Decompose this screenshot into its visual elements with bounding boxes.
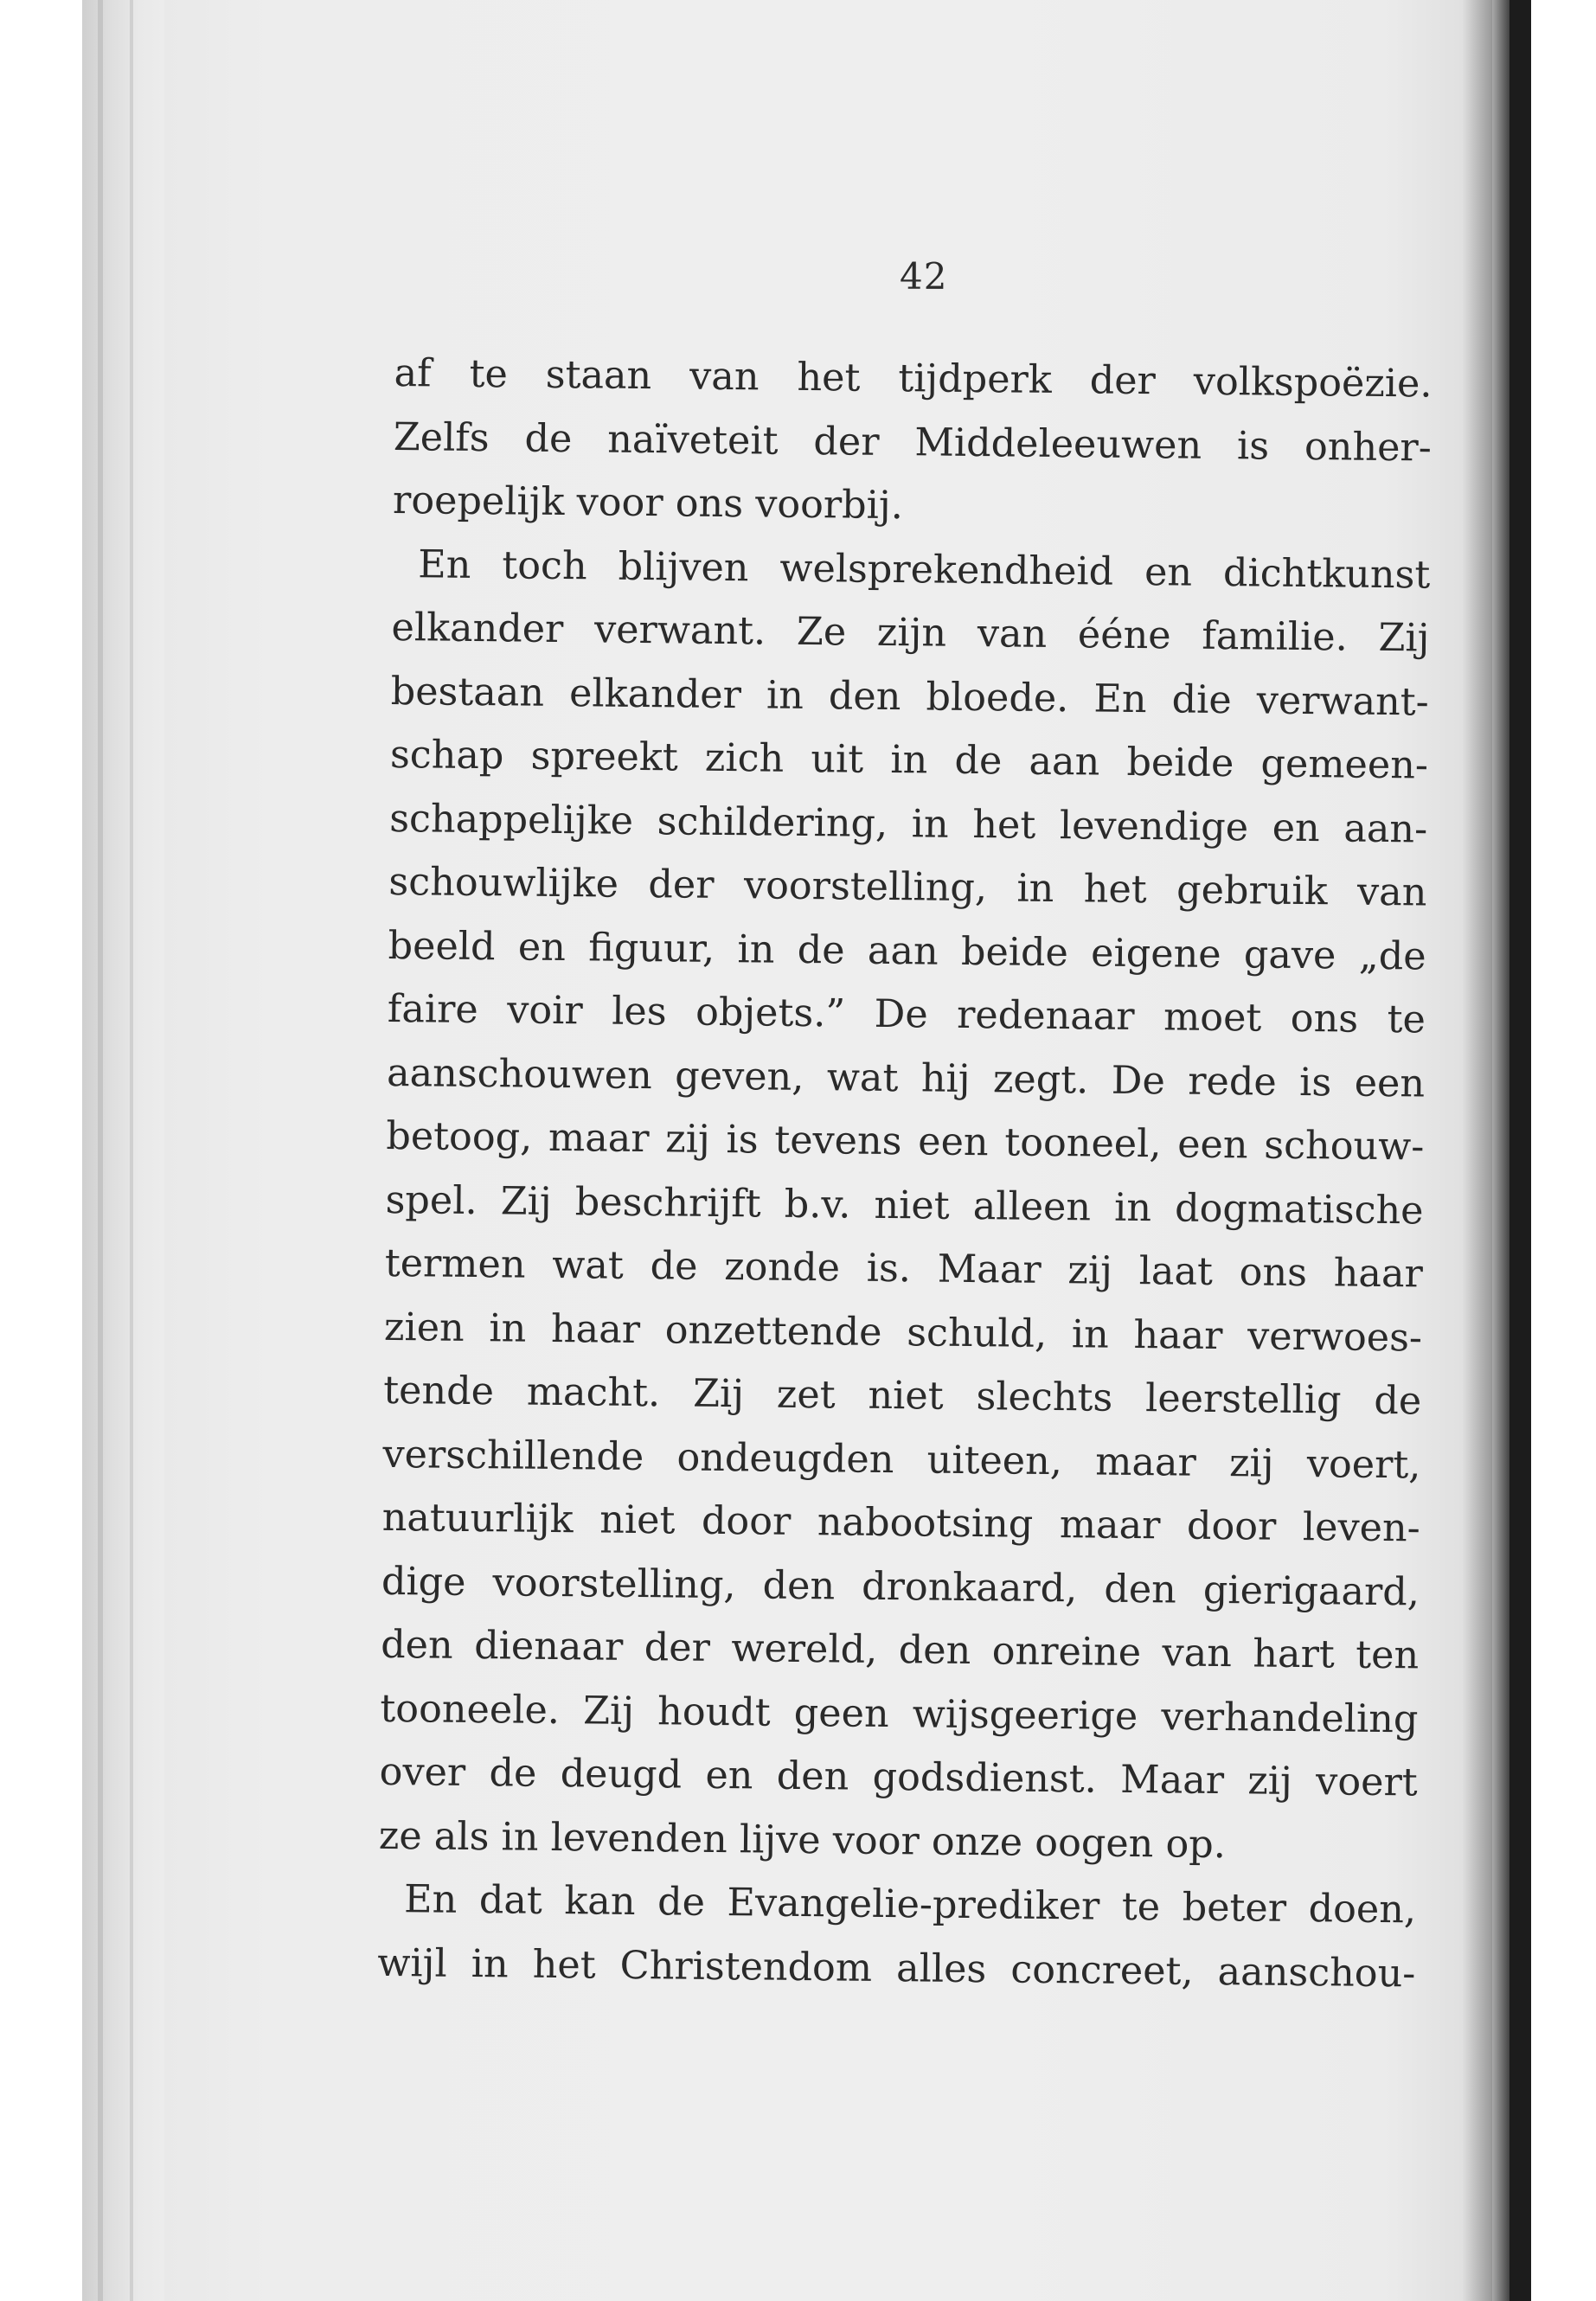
text-line: over de deugd en den godsdienst. Maar zij voert (379, 1749, 1418, 1805)
text-line: den dienaar der wereld, den onreine van hart ten (380, 1622, 1420, 1678)
binding-gutter (1509, 0, 1531, 2301)
text-line: af te staan van het tijdperk der volkspoëzie. (394, 350, 1433, 407)
text-line: elkander verwant. Ze zijn van ééne familie. Zij (391, 605, 1430, 661)
page-number: 42 (900, 255, 948, 298)
text-line: roepelijk voor ons voorbij. (392, 478, 904, 529)
right-margin (1531, 0, 1596, 2301)
text-line: natuurlijk niet door nabootsing maar door leven- (381, 1495, 1420, 1551)
text-line: termen wat de zonde is. Maar zij laat ons haar (384, 1240, 1424, 1297)
text-line: Zelfs de naïveteit der Middeleeuwen is onher- (393, 414, 1433, 471)
text-line: aanschouwen geven, wat hij zegt. De rede is een (386, 1050, 1426, 1106)
text-line: wijl in het Christendom alles concreet, aanschou- (377, 1940, 1416, 1996)
text-line: ze als in levenden lijve voor onze oogen op. (378, 1813, 1227, 1867)
text-line: tooneele. Zij houdt geen wijsgeerige verhandeling (380, 1686, 1419, 1741)
text-line: schap spreekt zich uit in de aan beide gemeen- (389, 732, 1429, 788)
text-line: verschillende ondeugden uiteen, maar zij voert, (382, 1432, 1421, 1487)
text-line: schouwlijke der voorstelling, in het gebruik van (388, 859, 1427, 915)
left-page-edge (82, 0, 164, 2301)
text-line: faire voir les objets.” De redenaar moet ons te (387, 986, 1426, 1042)
text-line: betoog, maar zij is tevens een tooneel, een schouw- (386, 1113, 1425, 1170)
text-line: zien in haar onzettende schuld, in haar verwoes- (383, 1304, 1423, 1361)
text-line: schappelijke schildering, in het levendige en aan- (388, 796, 1428, 852)
text-line: spel. Zij beschrijft b.v. niet alleen in dogmatische (385, 1177, 1424, 1234)
binding-shadow (1462, 0, 1514, 2301)
body-text (377, 342, 1433, 2005)
text-line: En toch blijven welsprekendheid en dichtkunst (418, 542, 1431, 598)
text-line: tende macht. Zij zet niet slechts leerstellig de (383, 1368, 1422, 1424)
text-line: En dat kan de Evangelie-prediker te beter doen, (403, 1877, 1417, 1932)
text-line: bestaan elkander in den bloede. En die verwant- (390, 669, 1429, 725)
text-line: beeld en figuur, in de aan beide eigene gave „de (388, 923, 1426, 979)
text-line: dige voorstelling, den dronkaard, den gierigaard, (381, 1559, 1420, 1614)
